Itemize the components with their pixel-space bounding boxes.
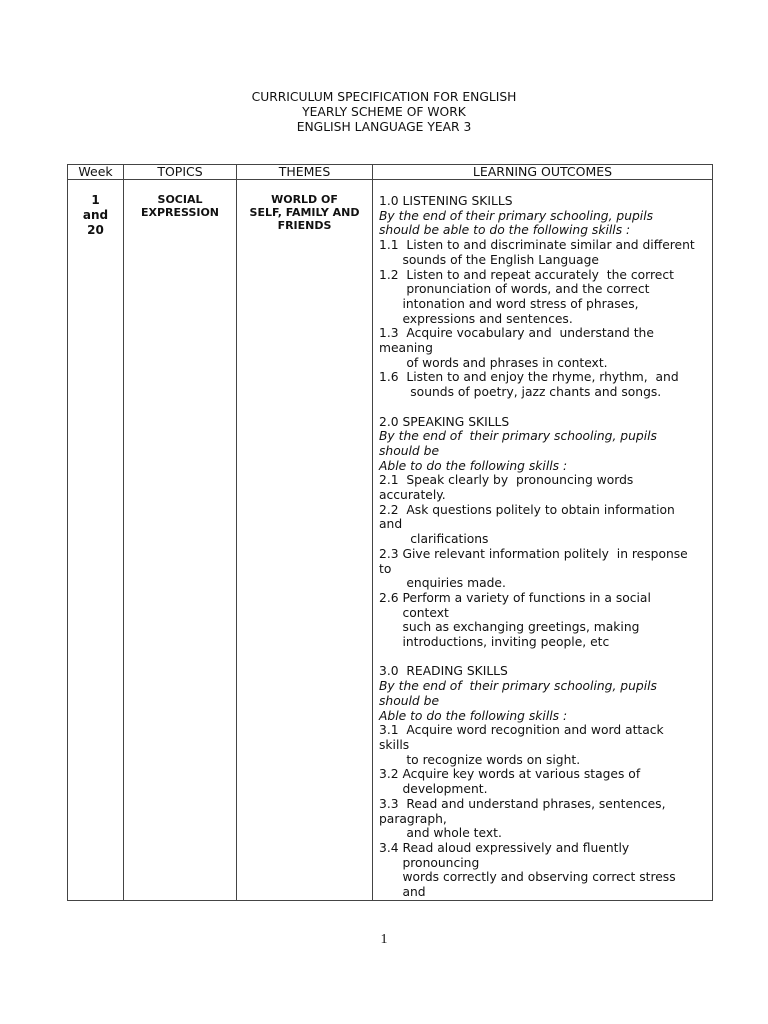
table-row [68, 180, 713, 901]
outcome-line: 3.1 Acquire word recognition and word attack [379, 723, 664, 738]
outcome-line: 3.0 READING SKILLS [379, 664, 508, 679]
outcome-line: 2.6 Perform a variety of functions in a social [379, 590, 651, 605]
column-header-topics: TOPICS [124, 165, 237, 180]
outcome-line: meaning [379, 341, 433, 356]
outcome-line: 3.4 Read aloud expressively and fluently [379, 840, 630, 855]
outcome-line: sounds of the English Language [379, 252, 599, 267]
outcome-line: 1.3 Acquire vocabulary and understand the [379, 326, 654, 341]
outcome-line: 1.2 Listen to and repeat accurately the correct [379, 267, 674, 282]
outcome-line: should be [379, 443, 440, 458]
header-title-line-3: ENGLISH LANGUAGE YEAR 3 [296, 120, 472, 134]
outcome-line: intonation and word stress of phrases, [379, 296, 639, 311]
outcome-line: pronouncing [379, 855, 480, 870]
outcome-line: Able to do the following skills : [379, 458, 568, 473]
blank-line [379, 650, 708, 665]
outcome-line: introductions, inviting people, etc [379, 635, 610, 650]
outcome-line: 1.6 Listen to and enjoy the rhyme, rhythm, and [379, 370, 679, 385]
outcome-line: accurately. [379, 488, 446, 503]
outcome-line: 2.0 SPEAKING SKILLS [379, 414, 510, 429]
outcome-line: and [379, 517, 403, 532]
outcome-line: By the end of their primary schooling, pupils [379, 679, 657, 694]
column-header-week: Week [68, 165, 124, 180]
outcome-line: should be [379, 693, 440, 708]
topic-line: EXPRESSION [140, 206, 220, 219]
topic-line: SOCIAL [157, 193, 203, 206]
outcome-line: development. [379, 782, 488, 797]
outcome-line: By the end of their primary schooling, pupils [379, 208, 654, 223]
document-header [0, 90, 768, 135]
outcome-line: By the end of their primary schooling, pupils [379, 429, 657, 444]
header-title-line-2: YEARLY SCHEME OF WORK [302, 105, 466, 119]
outcome-line: Able to do the following skills : [379, 708, 568, 723]
blank-line [379, 400, 708, 415]
theme-line: WORLD OF [271, 193, 338, 206]
outcome-line: and whole text. [379, 826, 502, 841]
column-header-learning-outcomes: LEARNING OUTCOMES [373, 165, 713, 180]
table-header-row [68, 165, 713, 180]
outcome-line: to recognize words on sight. [379, 752, 581, 767]
week-line: 1 [91, 193, 100, 207]
learning-outcomes-cell [373, 180, 713, 901]
outcome-line: 3.3 Read and understand phrases, sentences, [379, 796, 666, 811]
outcome-line: context [379, 605, 449, 620]
outcome-line: paragraph, [379, 811, 447, 826]
outcome-line: words correctly and observing correct stress [379, 870, 676, 885]
outcome-line: 1.1 Listen to and discriminate similar and different [379, 238, 695, 253]
scheme-of-work-table [67, 164, 713, 901]
theme-cell [237, 180, 373, 901]
outcome-line: expressions and sentences. [379, 311, 573, 326]
outcome-line: sounds of poetry, jazz chants and songs. [379, 385, 662, 400]
theme-line: FRIENDS [277, 219, 332, 232]
outcome-line: clarifications [379, 532, 489, 547]
outcome-line: 2.1 Speak clearly by pronouncing words [379, 473, 634, 488]
outcome-line: 1.0 LISTENING SKILLS [379, 194, 513, 208]
header-title-line-1: CURRICULUM SPECIFICATION FOR ENGLISH [251, 90, 517, 104]
outcome-line: 2.3 Give relevant information politely in response [379, 546, 688, 561]
outcome-line: and [379, 885, 426, 900]
outcome-line: of words and phrases in context. [379, 355, 608, 370]
outcome-line: 2.2 Ask questions politely to obtain information [379, 502, 675, 517]
outcome-line: skills [379, 737, 410, 752]
week-cell [68, 180, 124, 901]
outcome-line: pronunciation of words, and the correct [379, 282, 650, 297]
outcome-line: such as exchanging greetings, making [379, 620, 640, 635]
column-header-themes: THEMES [237, 165, 373, 180]
outcome-line: should be able to do the following skills : [379, 223, 631, 238]
page-number: 1 [380, 932, 388, 947]
outcome-line: enquiries made. [379, 576, 506, 591]
week-line: 20 [87, 223, 104, 237]
outcome-line: to [379, 561, 392, 576]
topic-cell [124, 180, 237, 901]
week-line: and [82, 208, 109, 222]
theme-line: SELF, FAMILY AND [249, 206, 360, 219]
outcome-line: 3.2 Acquire key words at various stages of [379, 767, 641, 782]
